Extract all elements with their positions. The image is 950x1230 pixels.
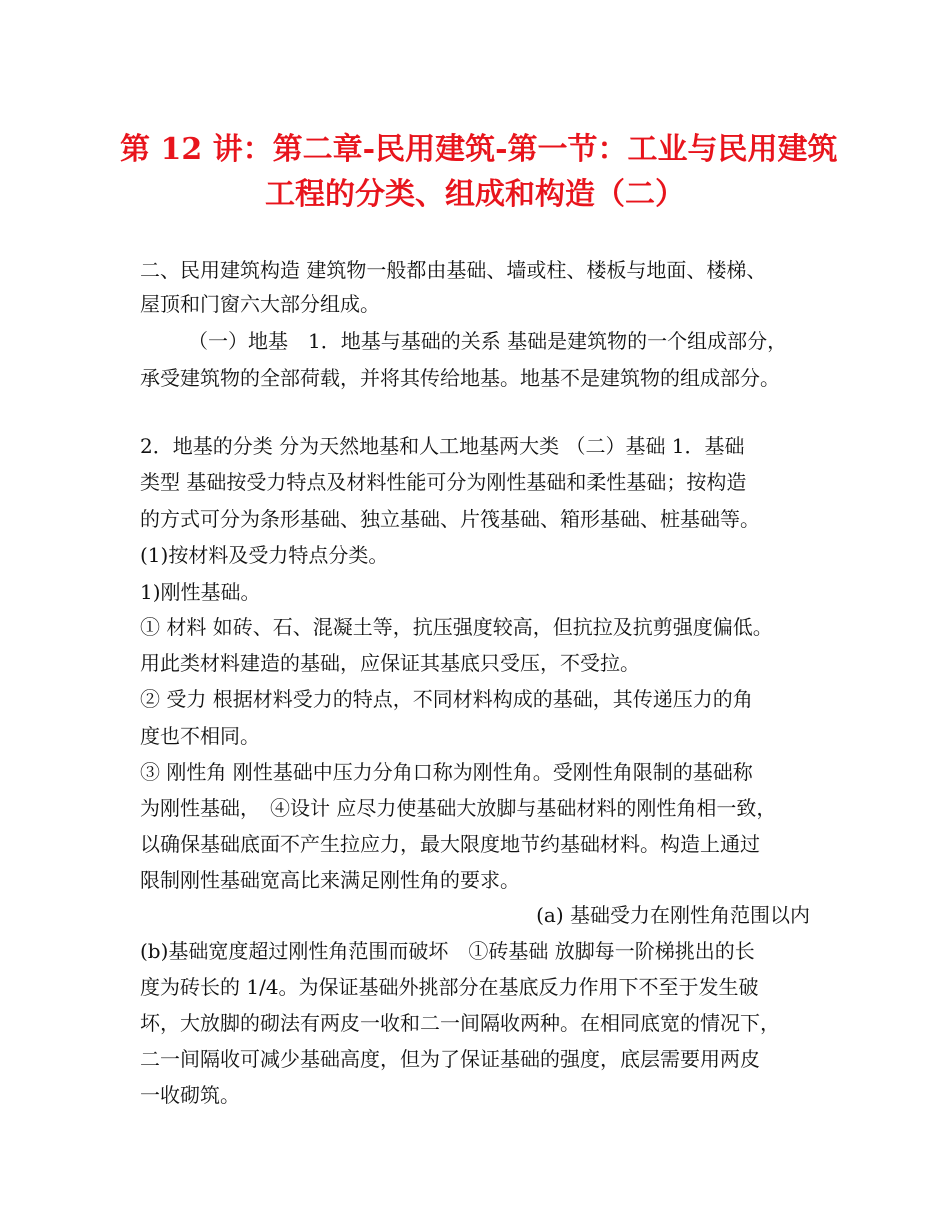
title-line-1: 第 12 讲：第二章-民用建筑-第一节：工业与民用建筑	[120, 132, 838, 167]
body-line-8: (1)按材料及受力特点分类。	[140, 543, 389, 567]
body-line-5: 2．地基的分类 分为天然地基和人工地基两大类 （二）基础 1．基础	[140, 434, 745, 458]
body-line-19: 度为砖长的 1/4。为保证基础外挑部分在基底反力作用下不至于发生破	[140, 975, 759, 999]
body-line-16: 以确保基础底面不产生拉应力，最大限度地节约基础材料。构造上通过	[140, 832, 760, 856]
body-line-7: 的方式可分为条形基础、独立基础、片筏基础、箱形基础、桩基础等。	[140, 507, 760, 531]
title-line-2: 工程的分类、组成和构造（二）	[265, 177, 685, 212]
body-line-11: 用此类材料建造的基础，应保证其基底只受压，不受拉。	[140, 651, 640, 675]
figure-caption-a: (a) 基础受力在刚性角范围以内	[536, 903, 810, 927]
body-line-10: ① 材料 如砖、石、混凝土等，抗压强度较高，但抗拉及抗剪强度偏低。	[140, 615, 773, 639]
body-line-17: 限制刚性基础宽高比来满足刚性角的要求。	[140, 868, 520, 892]
body-line-1: 二、民用建筑构造 建筑物一般都由基础、墙或柱、楼板与地面、楼梯、	[140, 258, 767, 282]
body-line-2: 屋顶和门窗六大部分组成。	[140, 292, 380, 316]
body-line-12: ② 受力 根据材料受力的特点，不同材料构成的基础，其传递压力的角	[140, 687, 753, 711]
body-line-9: 1)刚性基础。	[140, 580, 261, 604]
body-line-22: 一收砌筑。	[140, 1083, 240, 1107]
body-line-6: 类型 基础按受力特点及材料性能可分为刚性基础和柔性基础；按构造	[140, 470, 747, 494]
body-line-13: 度也不相同。	[140, 724, 260, 748]
body-line-15: 为刚性基础， ④设计 应尽力使基础大放脚与基础材料的刚性角相一致，	[140, 796, 777, 820]
body-line-21: 二一间隔收可减少基础高度，但为了保证基础的强度，底层需要用两皮	[140, 1047, 760, 1071]
body-line-18: (b)基础宽度超过刚性角范围而破坏 ①砖基础 放脚每一阶梯挑出的长	[140, 939, 755, 963]
body-line-4: 承受建筑物的全部荷载，并将其传给地基。地基不是建筑物的组成部分。	[140, 366, 780, 390]
body-line-20: 坏，大放脚的砌法有两皮一收和二一间隔收两种。在相同底宽的情况下，	[140, 1011, 780, 1035]
body-line-3: （一）地基 1．地基与基础的关系 基础是建筑物的一个组成部分，	[188, 329, 788, 353]
body-line-14: ③ 刚性角 刚性基础中压力分角口称为刚性角。受刚性角限制的基础称	[140, 760, 753, 784]
